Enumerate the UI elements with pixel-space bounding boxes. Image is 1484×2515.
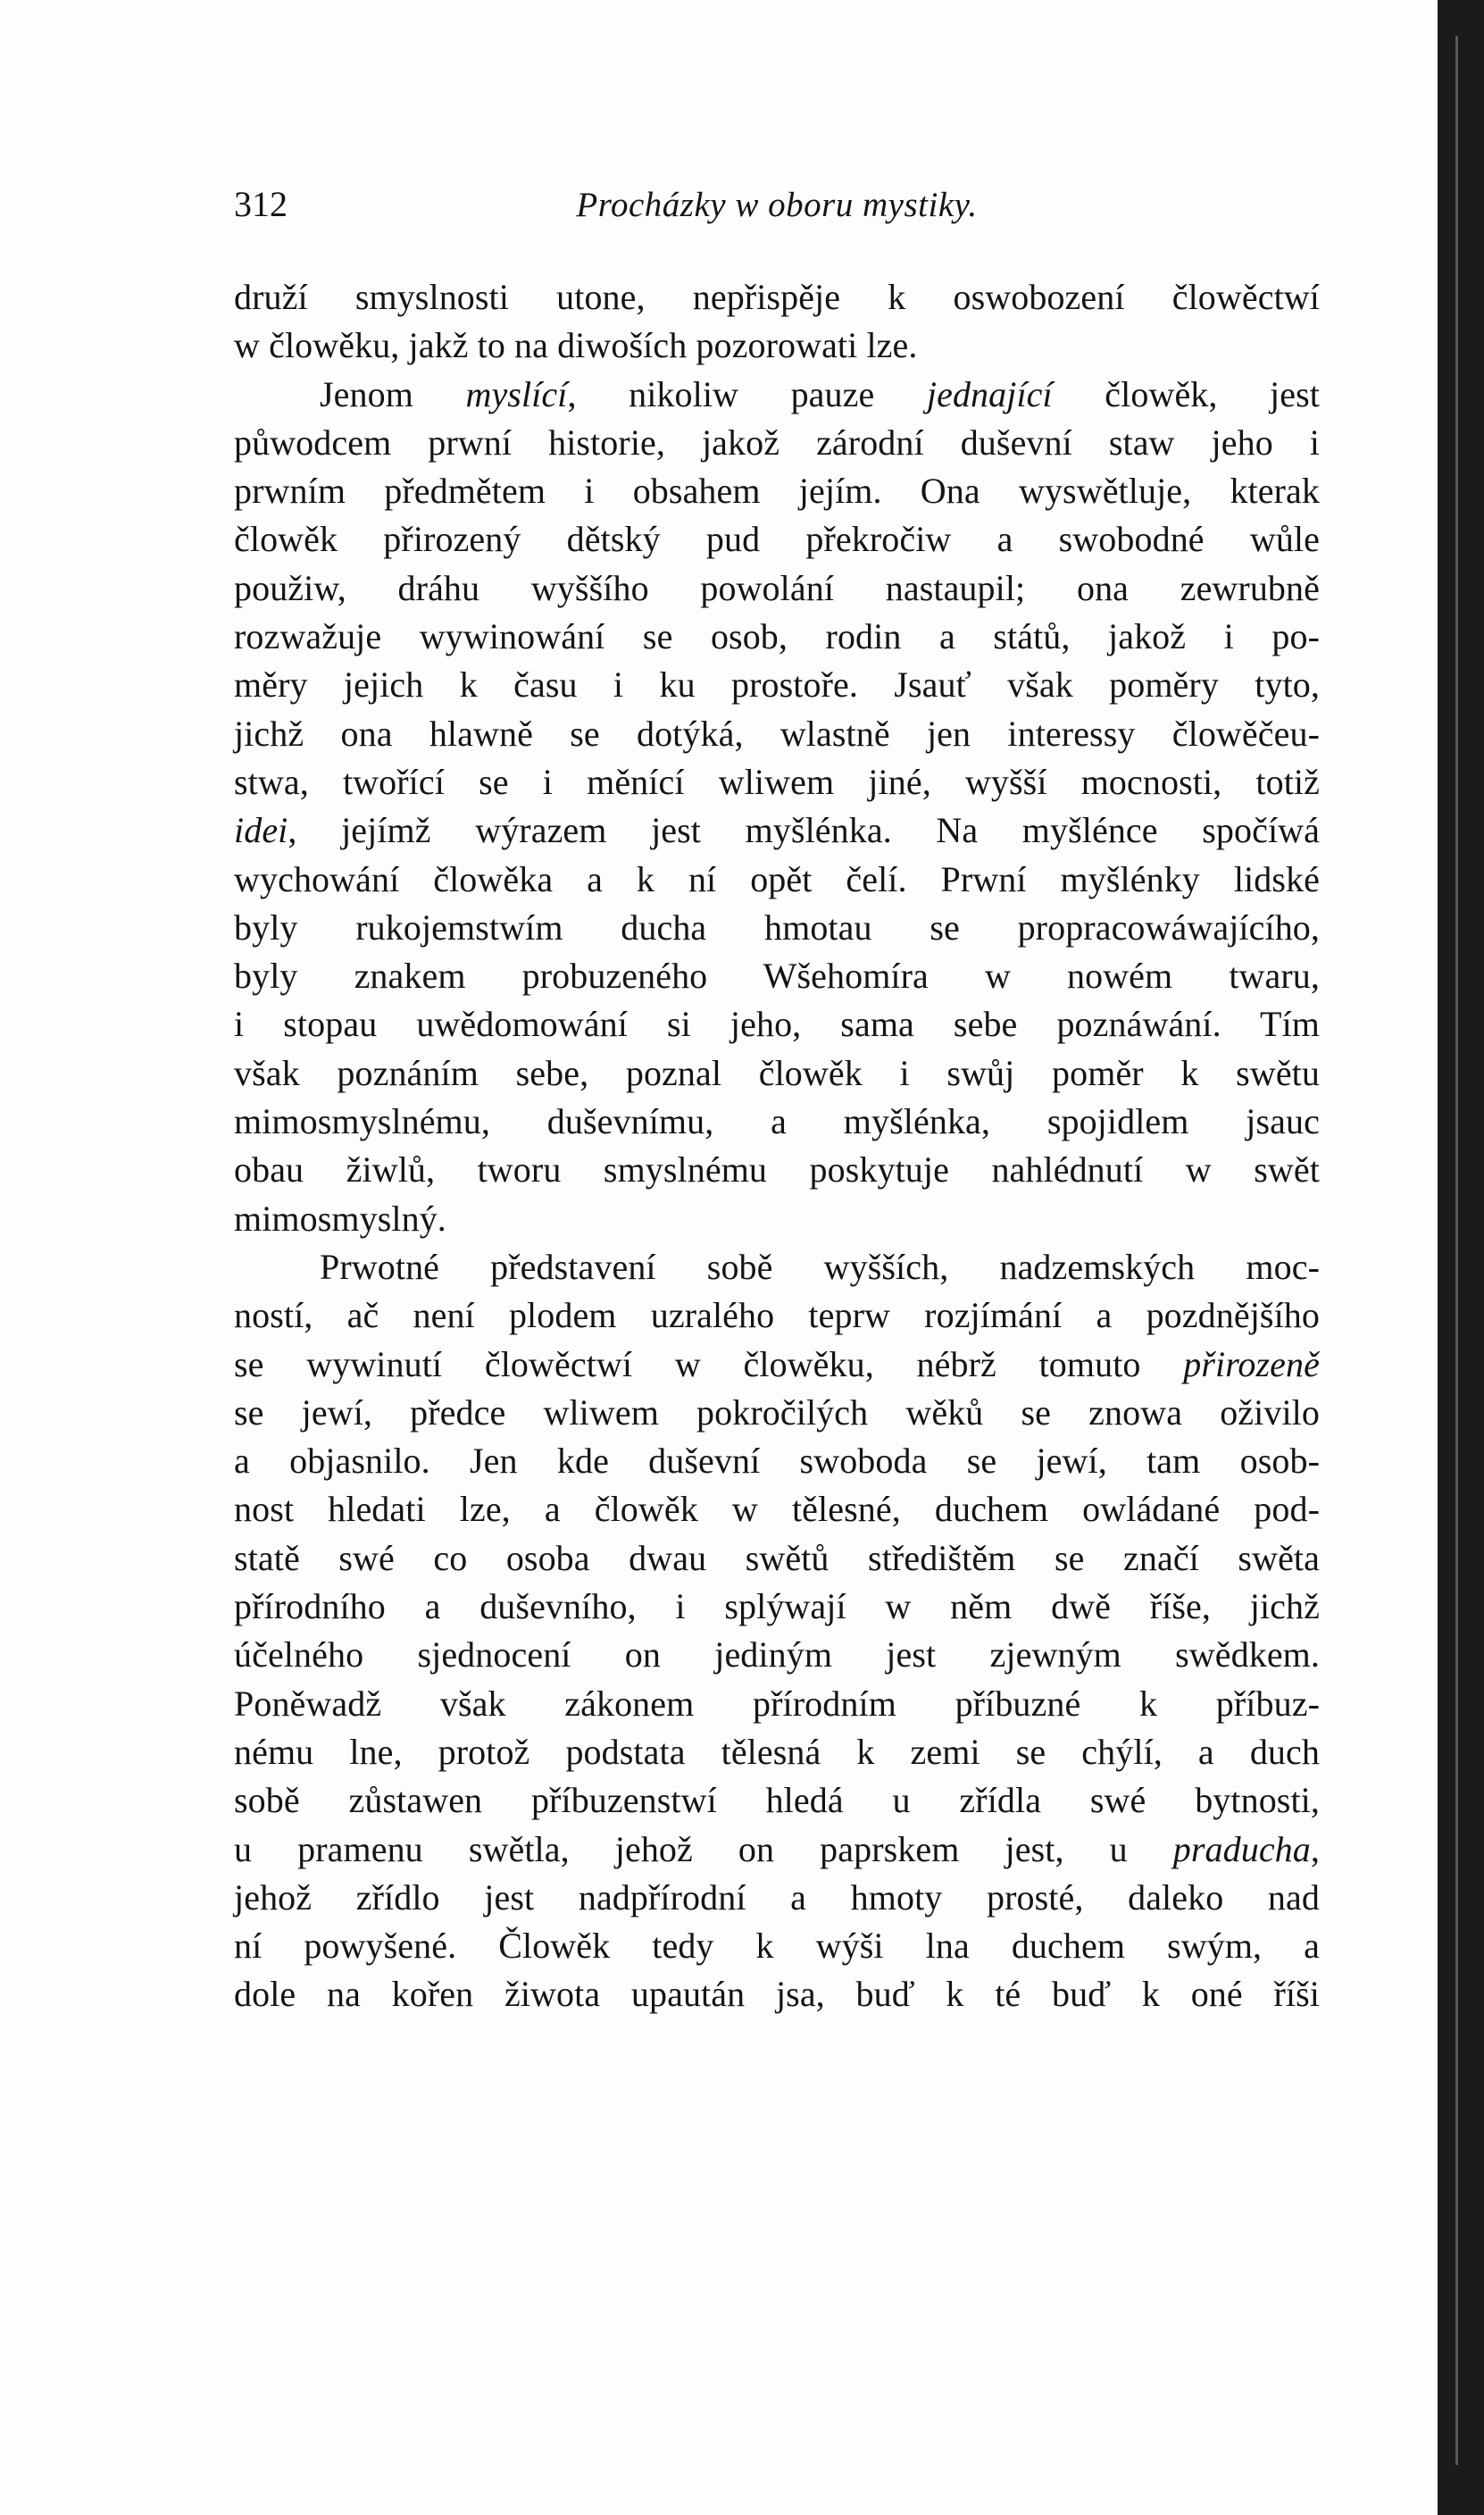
text-segment: , jejímž wýrazem jest myšlénka. Na myšlénce spočíwá	[288, 810, 1320, 851]
page-number: 312	[234, 184, 288, 224]
text-line	[234, 273, 1320, 322]
italic-text: myslící	[465, 373, 568, 414]
text-segment: člowěk, jest	[1052, 373, 1320, 414]
text-line	[234, 515, 1320, 564]
text-line	[234, 564, 1320, 613]
text-segment: w člowěku, jakž to na diwoších pozorowati lze.	[234, 325, 918, 366]
text-segment: ní powyšené. Člowěk tedy k wýši lna duchem swým, a	[234, 1926, 1320, 1967]
text-line	[234, 1146, 1320, 1194]
text-segment: statě swé co osoba dwau swětů středištěm se značí swěta	[234, 1537, 1320, 1578]
text-segment: stwa, twořící se i měnící wliwem jiné, wyšší mocnosti, totiž	[234, 761, 1320, 802]
text-line	[234, 371, 1320, 419]
book-binding-edge	[1438, 0, 1484, 2515]
text-segment: a objasnilo. Jen kde duševní swoboda se jewí, tam osob-	[234, 1441, 1320, 1482]
text-segment: ností, ač není plodem uzralého teprw rozjímání a pozdnějšího	[234, 1295, 1320, 1336]
text-line	[234, 613, 1320, 661]
text-line	[234, 806, 1320, 855]
text-segment: jehož zřídlo jest nadpřírodní a hmoty prosté, daleko nad	[234, 1876, 1320, 1918]
text-line	[234, 322, 1320, 370]
italic-text: přirozeně	[1183, 1343, 1320, 1384]
text-segment: u pramenu swětla, jehož on paprskem jest, u	[234, 1828, 1173, 1869]
text-line	[234, 1970, 1320, 2018]
italic-text: idei	[234, 810, 288, 851]
text-segment: mimosmyslnému, duševnímu, a myšlénka, spojidlem jsauc	[234, 1101, 1320, 1142]
text-line	[234, 1243, 1320, 1291]
body-text	[234, 273, 1320, 2019]
text-segment: Prwotné představení sobě wyšších, nadzemských moc-	[320, 1246, 1320, 1287]
text-line	[234, 1485, 1320, 1533]
text-segment: Jenom	[320, 373, 466, 414]
text-line	[234, 710, 1320, 758]
text-segment: dole na kořen žiwota upaután jsa, buď k té buď k oné říši	[234, 1974, 1320, 2015]
text-line	[234, 467, 1320, 515]
text-segment: použiw, dráhu wyššího powolání nastaupil; ona zewrubně	[234, 567, 1320, 608]
text-line	[234, 661, 1320, 709]
text-segment: se jewí, předce wliwem pokročilých wěků se znowa oživilo	[234, 1391, 1320, 1433]
text-line	[234, 1389, 1320, 1437]
text-line	[234, 904, 1320, 952]
text-line	[234, 1922, 1320, 1970]
text-segment: byly znakem probuzeného Wšehomíra w nowém twaru,	[234, 956, 1320, 997]
binding-edge-line	[1455, 36, 1458, 2465]
text-line	[234, 1728, 1320, 1776]
text-line	[234, 1049, 1320, 1098]
text-line	[234, 1826, 1320, 1874]
text-segment: rozwažuje wywinowání se osob, rodin a států, jakož i po-	[234, 616, 1320, 657]
italic-text: praducha	[1172, 1828, 1311, 1869]
text-segment: jichž ona hlawně se dotýká, wlastně jen interessy člowěčeu-	[234, 713, 1320, 754]
text-line	[234, 1098, 1320, 1146]
text-segment: se wywinutí člowěctwí w člowěku, nébrž tomuto	[234, 1343, 1184, 1384]
text-segment: mimosmyslný.	[234, 1198, 446, 1239]
text-line	[234, 1291, 1320, 1340]
text-segment: Poněwadž však zákonem přírodním příbuzné k příbuz-	[234, 1683, 1320, 1724]
text-segment: půwodcem prwní historie, jakož zárodní duševní staw jeho i	[234, 422, 1320, 463]
text-segment: účelného sjednocení on jediným jest zjewným swědkem.	[234, 1634, 1320, 1675]
text-line	[234, 1680, 1320, 1728]
text-segment: člowěk přirozený dětský pud překročiw a swobodné wůle	[234, 519, 1320, 560]
page-header	[234, 183, 1320, 237]
text-segment: druží smyslnosti utone, nepřispěje k oswobození člowěctwí	[234, 277, 1320, 317]
text-segment: obau žiwlů, tworu smyslnému poskytuje nahlédnutí w swět	[234, 1149, 1320, 1191]
text-line	[234, 1583, 1320, 1631]
text-segment: přírodního a duševního, i splýwají w něm dwě říše, jichž	[234, 1586, 1320, 1627]
text-line	[234, 1341, 1320, 1389]
text-segment: nému lne, protož podstata tělesná k zemi se chýlí, a duch	[234, 1731, 1320, 1772]
text-segment: , nikoliw pauze	[567, 373, 927, 414]
text-segment: byly rukojemstwím ducha hmotau se propracowáwajícího,	[234, 907, 1320, 948]
text-line	[234, 1195, 1320, 1243]
text-segment: však poznáním sebe, poznal člowěk i swůj poměr k swětu	[234, 1052, 1320, 1093]
text-line	[234, 758, 1320, 806]
text-segment: nost hledati lze, a člowěk w tělesné, duchem owládané pod-	[234, 1489, 1320, 1530]
text-line	[234, 1000, 1320, 1049]
italic-text: jednající	[926, 373, 1053, 414]
text-segment: i stopau uwědomowání si jeho, sama sebe poznáwání. Tím	[234, 1004, 1320, 1045]
text-line	[234, 1437, 1320, 1485]
text-line	[234, 952, 1320, 1000]
running-title: Procházky w oboru mystiky.	[576, 186, 978, 224]
text-segment: sobě zůstawen příbuzenstwí hledá u zřídla swé bytnosti,	[234, 1780, 1320, 1821]
text-line	[234, 1776, 1320, 1825]
text-line	[234, 1534, 1320, 1583]
text-segment: ,	[1310, 1828, 1320, 1869]
text-line	[234, 1874, 1320, 1922]
text-segment: měry jejich k času i ku prostoře. Jsauť však poměry tyto,	[234, 664, 1320, 706]
text-line	[234, 419, 1320, 467]
text-line	[234, 856, 1320, 904]
text-segment: prwním předmětem i obsahem jejím. Ona wyswětluje, kterak	[234, 471, 1320, 512]
text-line	[234, 1631, 1320, 1679]
text-segment: wychowání člowěka a k ní opět čelí. Prwní myšlénky lidské	[234, 858, 1320, 899]
